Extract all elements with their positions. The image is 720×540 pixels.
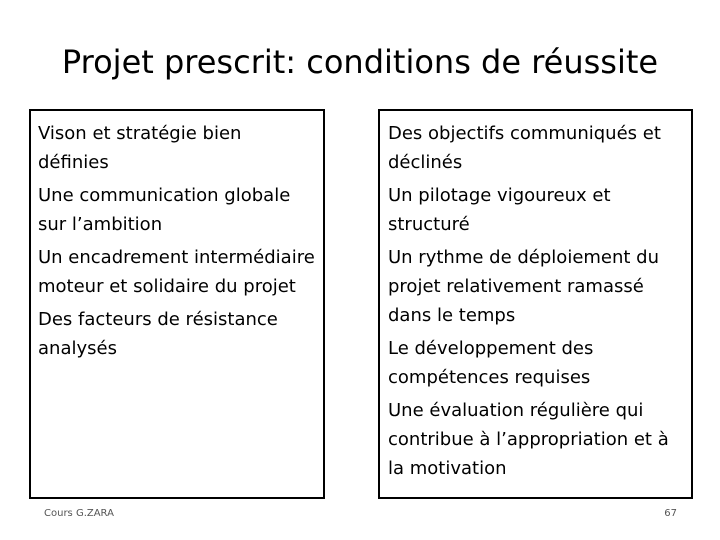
- right-condition-item: Le développement des compétences requises: [388, 338, 594, 388]
- left-condition-item: Une communication globale sur l’ambition: [38, 185, 291, 235]
- right-conditions-box: [378, 109, 693, 499]
- left-condition-item: Des facteurs de résistance analysés: [38, 309, 278, 359]
- right-condition-item: Une évaluation régulière qui contribue à l’appropriation et à la motivation: [388, 400, 669, 479]
- slide-title: Projet prescrit: conditions de réussite: [61, 43, 659, 81]
- page-number: 67: [664, 508, 677, 519]
- left-condition-item: Un encadrement intermédiaire moteur et solidaire du projet: [38, 247, 315, 297]
- right-condition-item: Un pilotage vigoureux et structuré: [388, 185, 611, 235]
- footer-author: Cours G.ZARA: [44, 508, 114, 519]
- right-condition-item: Des objectifs communiqués et déclinés: [388, 123, 661, 173]
- right-condition-item: Un rythme de déploiement du projet relativement ramassé dans le temps: [388, 247, 660, 326]
- left-conditions-box: [29, 109, 325, 499]
- left-condition-item: Vison et stratégie bien définies: [38, 123, 242, 173]
